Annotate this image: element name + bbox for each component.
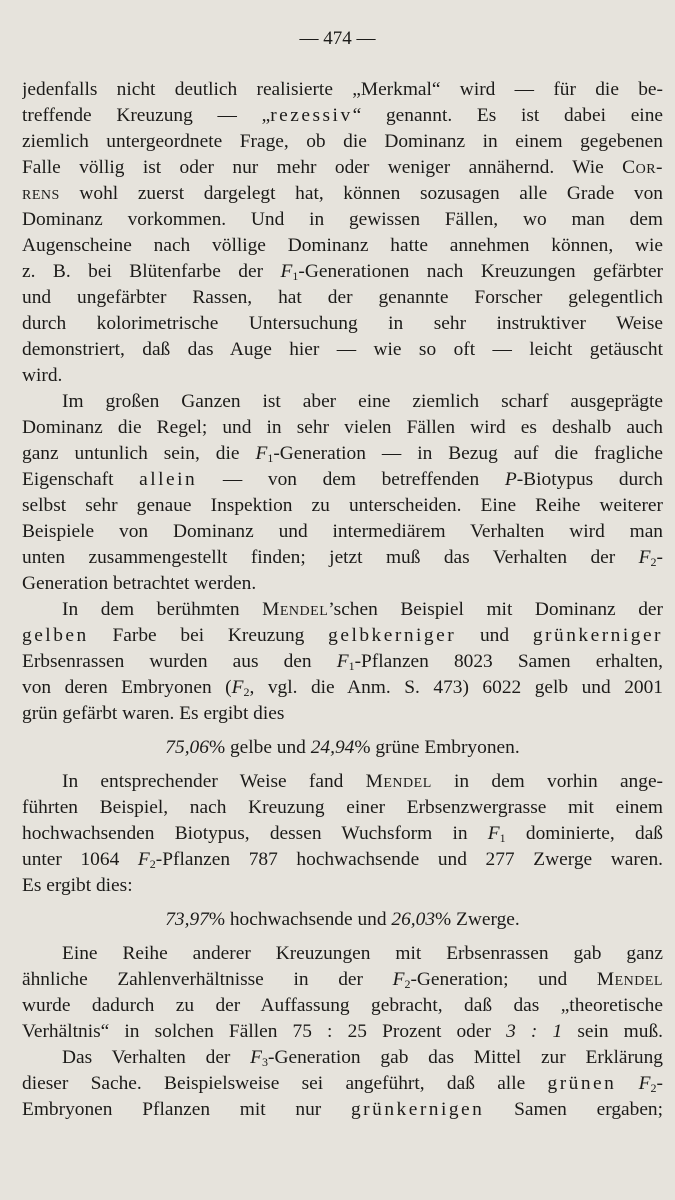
text-run: , vgl. die Anm. S. 473) 6022 gelb und 2001: [249, 677, 663, 698]
text-line: [22, 441, 663, 467]
spaced-text: grünen: [547, 1073, 617, 1094]
text-run: In entsprechender Weise fand: [62, 771, 366, 792]
italic-text: F: [255, 443, 268, 464]
italic-text: 73,97: [165, 909, 209, 930]
text-run: % hochwachsende und: [208, 909, 392, 930]
text-run: z. B. bei Blütenfarbe der: [22, 261, 281, 282]
text-run: Im großen Ganzen ist aber eine ziemlich scharf ausgeprägte: [62, 391, 663, 412]
subscript: 2: [243, 685, 250, 699]
subscript: 1: [267, 451, 274, 465]
italic-text: 75,06: [165, 737, 209, 758]
text-run: -: [656, 1073, 663, 1094]
text-run: führten Beispiel, nach Kreuzung einer Erbsenzwergrasse mit einem: [22, 797, 663, 818]
text-line: [22, 597, 663, 623]
text-run: Erbsenrassen wurden aus den: [22, 651, 337, 672]
text-run: ähnliche Zahlenverhältnisse in der: [22, 969, 393, 990]
text-run: ganz untunlich sein, die: [22, 443, 256, 464]
subscript: 1: [348, 659, 355, 673]
text-line: [22, 769, 663, 795]
text-run: unten zusammengestellt finden; jetzt muß das Verhalten der: [22, 547, 639, 568]
small-caps-name: Cor-: [622, 157, 663, 178]
text-line: [22, 1071, 663, 1097]
text-run: ziemlich untergeordnete Frage, ob die Dominanz in einem gegebenen: [22, 131, 663, 152]
text-run: hochwachsenden Biotypus, dessen Wuchsform in: [22, 823, 488, 844]
text-line: [22, 207, 663, 233]
text-run: grün gefärbt waren. Es ergibt dies: [22, 703, 285, 724]
text-run: -Generationen nach Kreuzungen gefärbter: [298, 261, 663, 282]
text-run: Generation betrachtet werden.: [22, 573, 257, 594]
subscript: 2: [650, 555, 657, 569]
text-line: [22, 259, 663, 285]
text-line: [22, 337, 663, 363]
small-caps-name: rens: [22, 183, 60, 204]
italic-text: F: [231, 677, 244, 698]
text-run: -Generation — in Bezug auf die fragliche: [273, 443, 663, 464]
text-line: [22, 155, 663, 181]
subscript: 1: [292, 269, 299, 283]
text-line: [22, 675, 663, 701]
text-run: selbst sehr genaue Inspektion zu unterscheiden. Eine Reihe weiterer: [22, 495, 663, 516]
subscript: 2: [650, 1081, 657, 1095]
text-run: “ genannt. Es ist dabei eine: [352, 105, 663, 126]
text-line: [22, 1019, 663, 1045]
text-run: sein muß.: [562, 1021, 663, 1042]
spaced-text: grünkerniger: [532, 625, 663, 646]
subscript: 3: [262, 1055, 269, 1069]
text-line: [22, 467, 663, 493]
text-run: -Biotypus durch: [516, 469, 663, 490]
text-run: demonstriert, daß das Auge hier — wie so oft — leicht getäuscht: [22, 339, 663, 360]
italic-text: 3 : 1: [506, 1021, 563, 1042]
text-run: wurde dadurch zu der Auffassung gebracht, daß das „theoretische: [22, 995, 663, 1016]
text-line: [22, 311, 663, 337]
text-line: [22, 285, 663, 311]
text-run: Augenscheine nach völlige Dominanz hatte annehmen können, wie: [22, 235, 663, 256]
text-run: -Pflanzen 787 hochwachsende und 277 Zwerge waren.: [155, 849, 663, 870]
text-run: treffende Kreuzung — „: [22, 105, 271, 126]
text-line: [22, 847, 663, 873]
text-run: Farbe bei Kreuzung: [88, 625, 329, 646]
italic-text: F: [392, 969, 405, 990]
body-text: [22, 77, 663, 1123]
spaced-text: rezessiv: [270, 105, 353, 126]
text-line: [22, 181, 663, 207]
text-line: [22, 415, 663, 441]
text-run: in dem vorhin ange-: [431, 771, 663, 792]
text-run: In dem berühmten: [62, 599, 263, 620]
subscript: 2: [404, 977, 411, 991]
text-line: [22, 967, 663, 993]
text-run: dieser Sache. Beispielsweise sei angeführt, daß alle: [22, 1073, 548, 1094]
text-line: [22, 103, 663, 129]
text-run: Verhältnis“ in solchen Fällen 75 : 25 Prozent oder: [22, 1021, 507, 1042]
italic-text: F: [137, 849, 150, 870]
text-run: und: [456, 625, 533, 646]
text-run: [616, 1073, 638, 1094]
text-run: wird.: [22, 365, 63, 386]
text-run: Samen ergaben;: [484, 1099, 663, 1120]
text-line: [22, 1045, 663, 1071]
spaced-text: gelbkerniger: [328, 625, 457, 646]
text-line: [22, 941, 663, 967]
text-line: [22, 795, 663, 821]
text-line: [22, 1097, 663, 1123]
italic-text: F: [487, 823, 500, 844]
text-line: [22, 129, 663, 155]
text-run: wohl zuerst dargelegt hat, können sozusagen alle Grade von: [59, 183, 663, 204]
text-run: — von dem betreffenden: [197, 469, 505, 490]
text-run: und ungefärbter Rassen, hat der genannte Forscher gelegentlich: [22, 287, 663, 308]
text-run: -Generation; und: [410, 969, 597, 990]
italic-text: F: [638, 547, 651, 568]
text-line: [22, 649, 663, 675]
text-line: [22, 519, 663, 545]
subscript: 1: [499, 831, 506, 845]
text-line: [22, 545, 663, 571]
text-run: Eine Reihe anderer Kreuzungen mit Erbsenrassen gab ganz: [62, 943, 663, 964]
text-run: Das Verhalten der: [62, 1047, 251, 1068]
text-run: Beispiele von Dominanz und intermediärem Verhalten wird man: [22, 521, 663, 542]
italic-text: P: [504, 469, 517, 490]
spaced-text: gelben: [22, 625, 89, 646]
text-line: [22, 233, 663, 259]
italic-text: F: [250, 1047, 263, 1068]
text-run: % gelbe und: [208, 737, 311, 758]
text-run: Embryonen Pflanzen mit nur: [22, 1099, 351, 1120]
text-run: Falle völlig ist oder nur mehr oder weniger annähernd. Wie: [22, 157, 623, 178]
text-line: [22, 701, 663, 727]
text-run: -: [656, 547, 663, 568]
text-line: [22, 77, 663, 103]
text-run: durch kolorimetrische Untersuchung in sehr instruktiver Weise: [22, 313, 663, 334]
formula-line: [22, 907, 663, 933]
italic-text: 24,94: [310, 737, 355, 758]
text-run: dominierte, daß: [505, 823, 663, 844]
italic-text: F: [638, 1073, 651, 1094]
text-line: [22, 389, 663, 415]
text-line: [22, 571, 663, 597]
text-line: [22, 873, 663, 899]
text-run: unter 1064: [22, 849, 138, 870]
spaced-text: allein: [139, 469, 198, 490]
spaced-text: grünkernigen: [350, 1099, 485, 1120]
text-run: Eigenschaft: [22, 469, 140, 490]
text-run: Dominanz vorkommen. Und in gewissen Fällen, wo man dem: [22, 209, 663, 230]
italic-text: F: [336, 651, 349, 672]
text-run: Dominanz die Regel; und in sehr vielen Fällen wird es deshalb auch: [22, 417, 663, 438]
italic-text: F: [280, 261, 293, 282]
text-run: von deren Embryonen (: [22, 677, 232, 698]
small-caps-name: Mendel: [596, 969, 663, 990]
text-run: ’schen Beispiel mit Dominanz der: [328, 599, 663, 620]
text-run: -Generation gab das Mittel zur Erklärung: [268, 1047, 663, 1068]
text-line: [22, 493, 663, 519]
formula-line: [22, 735, 663, 761]
italic-text: 26,03: [391, 909, 436, 930]
small-caps-name: Mendel: [262, 599, 329, 620]
page-number: — 474 —: [299, 28, 376, 49]
small-caps-name: Mendel: [365, 771, 432, 792]
text-run: Es ergibt dies:: [22, 875, 133, 896]
text-line: [22, 363, 663, 389]
text-line: [22, 993, 663, 1019]
text-run: -Pflanzen 8023 Samen erhalten,: [354, 651, 663, 672]
text-run: % Zwerge.: [435, 909, 520, 930]
text-line: [22, 821, 663, 847]
text-run: % grüne Embryonen.: [354, 737, 520, 758]
subscript: 2: [149, 857, 156, 871]
text-line: [22, 623, 663, 649]
text-run: jedenfalls nicht deutlich realisierte „Merkmal“ wird — für die be-: [22, 79, 663, 100]
